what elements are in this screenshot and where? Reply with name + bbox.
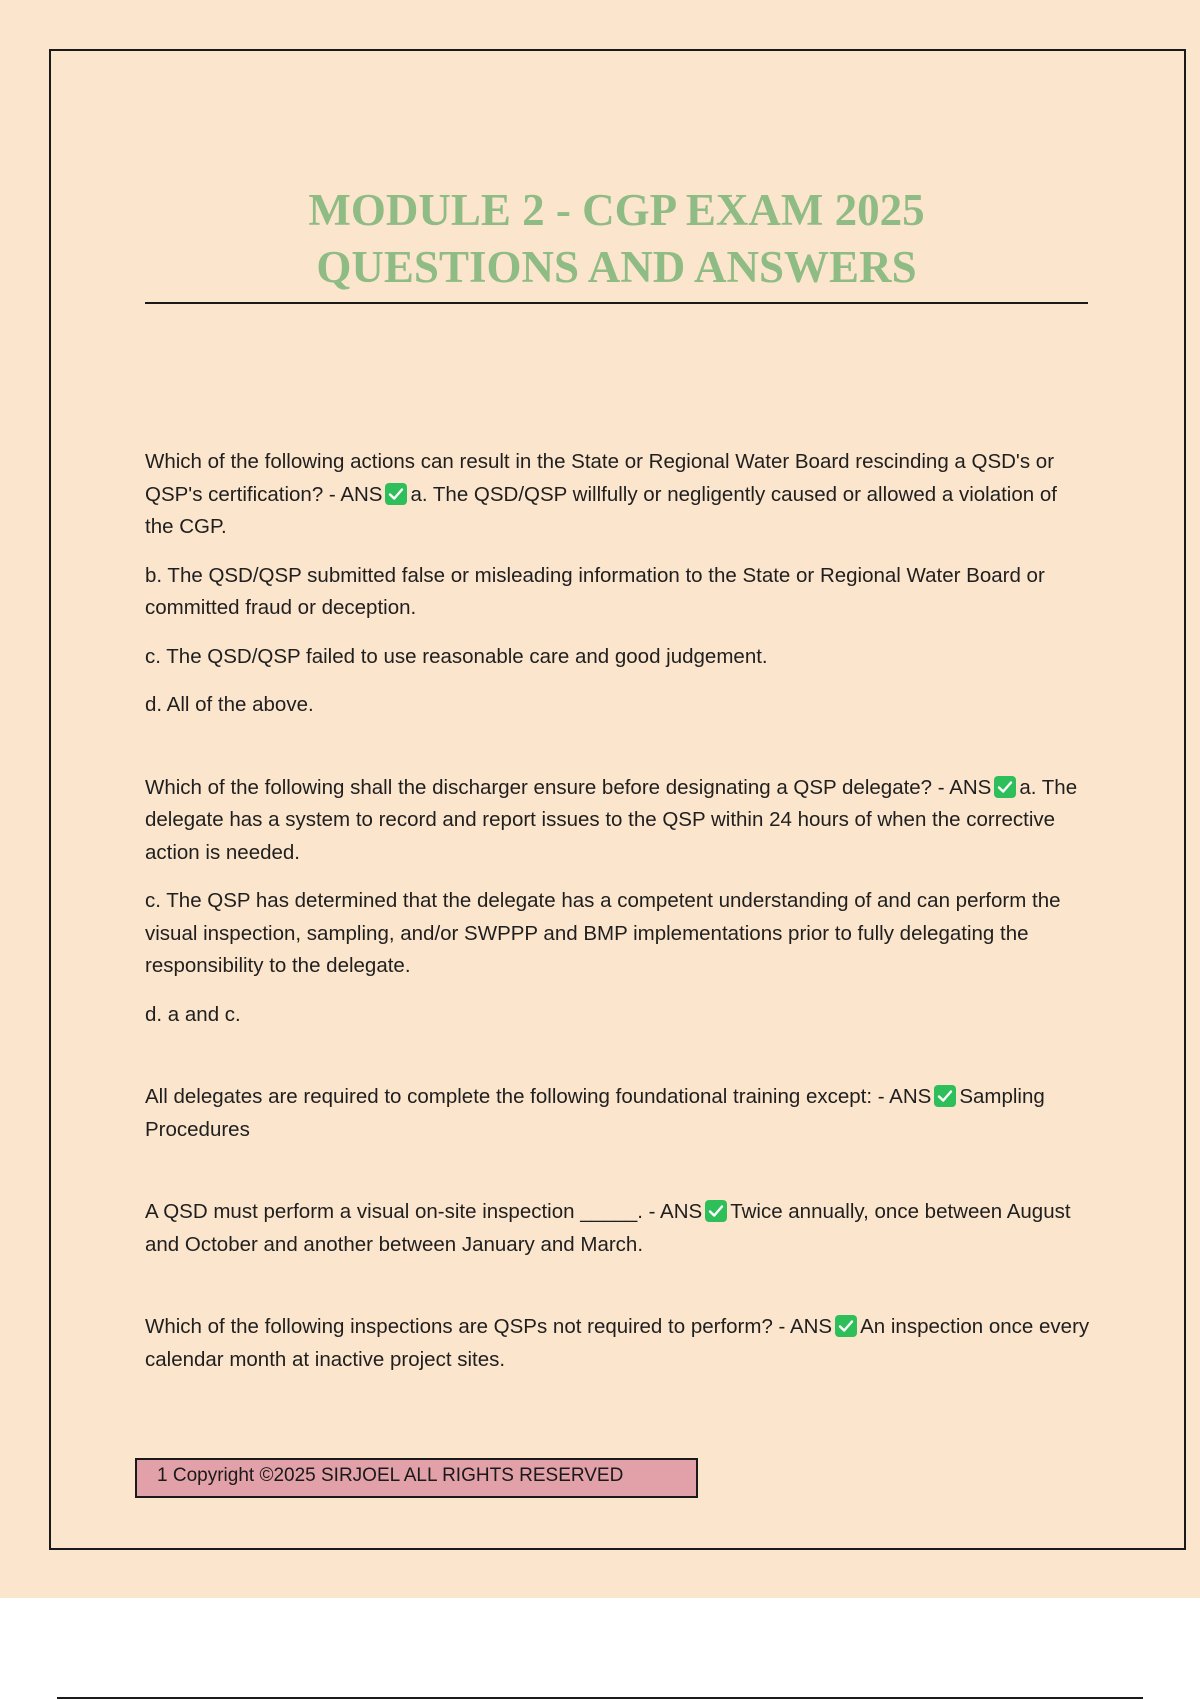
answer-text: a. The QSD/QSP willfully or negligently caused or allowed a violation of the CGP. (145, 482, 1057, 538)
option-b: b. The QSD/QSP submitted false or misleading information to the State or Regional Water Board or committed fraud or deception. (145, 563, 1045, 619)
question-2 (145, 772, 1090, 870)
answer-text: Twice annually, once between August and October and another between January and March. (145, 1200, 1071, 1256)
option-d: d. All of the above. (145, 693, 314, 716)
qa-item-3 (145, 1081, 1090, 1146)
qa-item-5 (145, 1311, 1090, 1376)
answer-text: a. The delegate has a system to record and report issues to the QSP within 24 hours of when the corrective action is needed. (145, 775, 1078, 864)
checkmark-icon (994, 776, 1016, 798)
answer-text: An inspection once every calendar month at inactive project sites. (145, 1315, 1090, 1371)
option-d: d. a and c. (145, 1002, 241, 1026)
qa-content (145, 446, 1090, 1426)
checkmark-icon (835, 1315, 857, 1337)
question-text: Which of the following inspections are QSPs not required to perform? - (145, 1315, 790, 1338)
title-line-2: QUESTIONS AND ANSWERS (316, 242, 917, 292)
question-text: Which of the following actions can result in the State or Regional Water Board rescinding a QSD's or QSP's certification? - (145, 450, 1055, 506)
checkmark-icon (705, 1200, 727, 1222)
option-c: c. The QSD/QSP failed to use reasonable care and good judgement. (145, 644, 768, 668)
checkmark-icon (385, 483, 407, 505)
title-line-1: MODULE 2 - CGP EXAM 2025 (308, 185, 925, 235)
document-title (145, 182, 1088, 296)
ans-label: ANS (889, 1085, 932, 1108)
ans-label: ANS (789, 1315, 833, 1338)
qa-item-1 (145, 446, 1090, 722)
checkmark-icon (934, 1085, 956, 1107)
ans-label: ANS (949, 775, 992, 799)
question-3 (145, 1081, 1090, 1146)
question-4 (145, 1196, 1090, 1261)
option-c: c. The QSP has determined that the delegate has a competent understanding of and can perform the visual inspection, sampling, and/or SWPPP and BMP implementations prior to fully delegating the responsibility to the delegate. (145, 889, 1061, 977)
qa-item-4 (145, 1196, 1090, 1261)
question-text: A QSD must perform a visual on-site inspection _____. - (145, 1200, 661, 1223)
ans-label: ANS (660, 1200, 703, 1223)
title-underline (145, 302, 1088, 304)
question-text: Which of the following shall the discharger ensure before designating a QSP delegate? - (145, 775, 950, 799)
question-5 (145, 1311, 1090, 1376)
question-1 (145, 446, 1090, 544)
qa-item-2 (145, 772, 1090, 1032)
ans-label: ANS (340, 482, 383, 506)
answer-text: Sampling Procedures (145, 1085, 1045, 1141)
question-text: All delegates are required to complete the following foundational training except: - (145, 1085, 890, 1108)
copyright-footer: 1 Copyright ©2025 SIRJOEL ALL RIGHTS RESERVED (135, 1458, 698, 1498)
next-page-rule (57, 1697, 1143, 1699)
